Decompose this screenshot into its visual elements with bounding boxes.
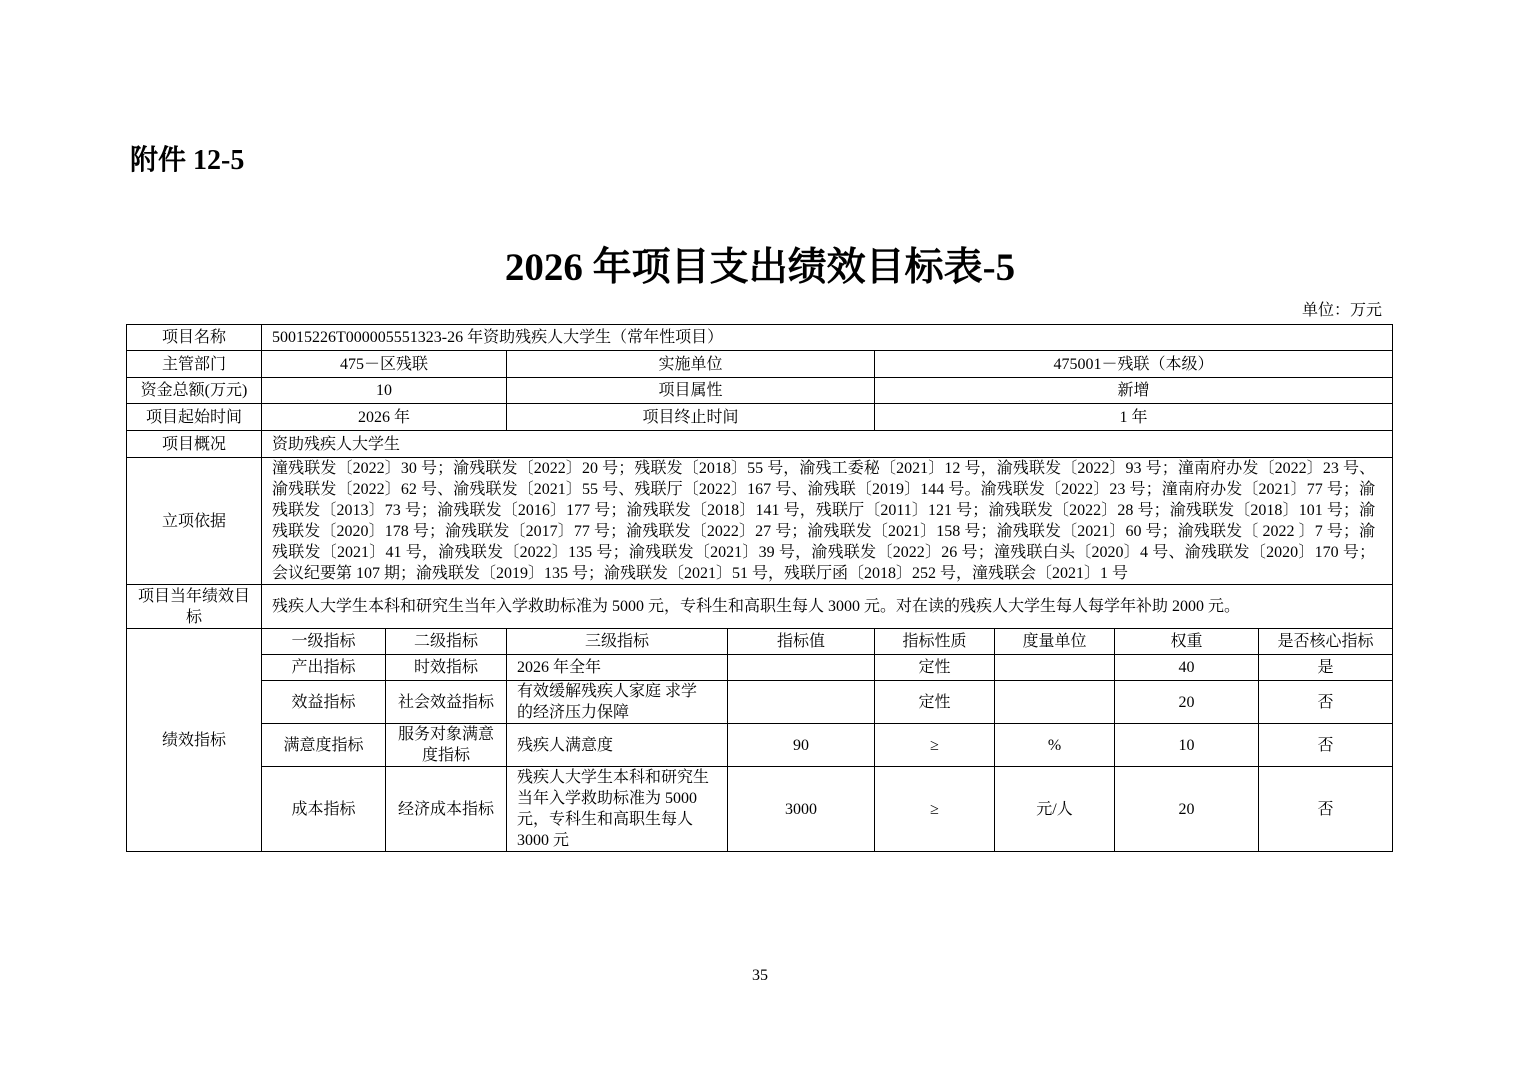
indicator-nature: 定性 <box>875 681 995 724</box>
indicator-value <box>728 655 875 681</box>
header-unit: 度量单位 <box>995 629 1115 655</box>
header-nature: 指标性质 <box>875 629 995 655</box>
annual-goal-row <box>127 585 1393 629</box>
basis-row <box>127 458 1393 585</box>
indicator-unit <box>995 681 1115 724</box>
overview-row <box>127 431 1393 458</box>
end-time-label: 项目终止时间 <box>507 404 875 431</box>
indicator-core: 否 <box>1259 681 1393 724</box>
indicator-value <box>728 681 875 724</box>
indicator-core: 否 <box>1259 724 1393 767</box>
annual-goal-value: 残疾人大学生本科和研究生当年入学救助标准为 5000 元，专科生和高职生每人 3000 元。对在读的残疾人大学生每人每学年补助 2000 元。 <box>262 585 1393 629</box>
department-row <box>127 351 1393 378</box>
header-value: 指标值 <box>728 629 875 655</box>
time-row <box>127 404 1393 431</box>
project-name-value: 50015226T000005551323-26 年资助残疾人大学生（常年性项目） <box>262 325 1393 351</box>
indicator-level1: 效益指标 <box>262 681 386 724</box>
indicator-weight: 10 <box>1115 724 1259 767</box>
indicator-value: 3000 <box>728 767 875 852</box>
project-name-row <box>127 325 1393 351</box>
start-time-value: 2026 年 <box>262 404 507 431</box>
end-time-value: 1 年 <box>875 404 1393 431</box>
header-level3: 三级指标 <box>507 629 728 655</box>
indicator-level3-text: 2026 年全年 <box>517 659 602 676</box>
indicator-weight: 40 <box>1115 655 1259 681</box>
indicator-level1: 成本指标 <box>262 767 386 852</box>
indicator-level3 <box>507 655 728 681</box>
indicator-level2: 社会效益指标 <box>386 681 507 724</box>
impl-unit-label: 实施单位 <box>507 351 875 378</box>
unit-label: 单位：万元 <box>1301 302 1382 319</box>
indicator-level3 <box>507 724 728 767</box>
indicator-nature: ≥ <box>875 724 995 767</box>
performance-table <box>126 324 1393 852</box>
indicator-level1: 产出指标 <box>262 655 386 681</box>
indicator-unit: % <box>995 724 1115 767</box>
indicator-nature: 定性 <box>875 655 995 681</box>
indicator-level3-text: 有效缓解残疾人家庭 求学的经济压力保障 <box>517 683 698 721</box>
dept-label: 主管部门 <box>127 351 262 378</box>
indicator-value: 90 <box>728 724 875 767</box>
indicator-row <box>127 681 1393 724</box>
indicator-row <box>127 724 1393 767</box>
start-time-label: 项目起始时间 <box>127 404 262 431</box>
indicator-level3-text: 残疾人满意度 <box>517 736 614 754</box>
overview-value: 资助残疾人大学生 <box>262 431 1393 458</box>
indicator-level3-text: 残疾人大学生本科和研究生当年入学救助标准为 5000 元，专科生和高职生每人 3000 元 <box>517 769 710 849</box>
attachment-label: 附件 12-5 <box>130 145 245 176</box>
indicator-core: 否 <box>1259 767 1393 852</box>
indicator-level1: 满意度指标 <box>262 724 386 767</box>
fund-total-label: 资金总额(万元) <box>127 378 262 404</box>
indicator-nature: ≥ <box>875 767 995 852</box>
indicator-weight: 20 <box>1115 681 1259 724</box>
header-level2: 二级指标 <box>386 629 507 655</box>
project-name-label: 项目名称 <box>127 325 262 351</box>
attribute-value: 新增 <box>875 378 1393 404</box>
indicators-label: 绩效指标 <box>127 629 262 852</box>
impl-unit-value: 475001－残联（本级） <box>875 351 1393 378</box>
page-title: 2026 年项目支出绩效目标表-5 <box>504 246 1016 289</box>
indicator-header-row <box>127 629 1393 655</box>
indicator-level2: 服务对象满意度指标 <box>386 724 507 767</box>
indicator-level3 <box>507 681 728 724</box>
indicator-unit <box>995 655 1115 681</box>
header-level1: 一级指标 <box>262 629 386 655</box>
basis-value: 潼残联发〔2022〕30 号；渝残联发〔2022〕20 号；残联发〔2018〕55 号，渝残工委秘〔2021〕12 号，渝残联发〔2022〕93 号；潼南府办发〔2022〕23 号、渝残联发〔2022〕62 号、渝残联发〔2021〕55 号、残联厅〔2022〕167 号、渝残联〔2019〕144 号。渝残联发〔2022〕23 号；潼南府办发〔2021〕77 号；渝残联发〔2013〕73 号；渝残联发〔2016〕177 号；渝残联发〔2018〕141 号，残联厅〔2011〕121 号；渝残联发〔2022〕28 号；渝残联发〔2018〕101 号；渝残联发〔2020〕178 号；渝残联发〔2017〕77 号；渝残联发〔2022〕27 号；渝残联发〔2021〕158 号；渝残联发〔2021〕60 号；渝残联发〔 2022 〕7 号；渝残联发〔2021〕41 号，渝残联发〔2022〕135 号；渝残联发〔2021〕39 号，渝残联发〔2022〕26 号；潼残联白头〔2020〕4 号、渝残联发〔2020〕170 号；会议纪要第 107 期；渝残联发〔2019〕135 号；渝残联发〔2021〕51 号，残联厅函〔2018〕252 号，潼残联会〔2021〕1 号 <box>262 458 1393 585</box>
basis-label: 立项依据 <box>127 458 262 585</box>
indicator-weight: 20 <box>1115 767 1259 852</box>
indicator-row <box>127 767 1393 852</box>
fund-total-value: 10 <box>262 378 507 404</box>
indicator-unit: 元/人 <box>995 767 1115 852</box>
page-number: 35 <box>752 967 768 984</box>
indicator-row <box>127 655 1393 681</box>
annual-goal-label: 项目当年绩效目标 <box>127 585 262 629</box>
indicator-level2: 经济成本指标 <box>386 767 507 852</box>
fund-row <box>127 378 1393 404</box>
dept-value: 475－区残联 <box>262 351 507 378</box>
header-weight: 权重 <box>1115 629 1259 655</box>
indicator-level2: 时效指标 <box>386 655 507 681</box>
indicator-level3 <box>507 767 728 852</box>
header-core: 是否核心指标 <box>1259 629 1393 655</box>
attribute-label: 项目属性 <box>507 378 875 404</box>
indicator-core: 是 <box>1259 655 1393 681</box>
overview-label: 项目概况 <box>127 431 262 458</box>
